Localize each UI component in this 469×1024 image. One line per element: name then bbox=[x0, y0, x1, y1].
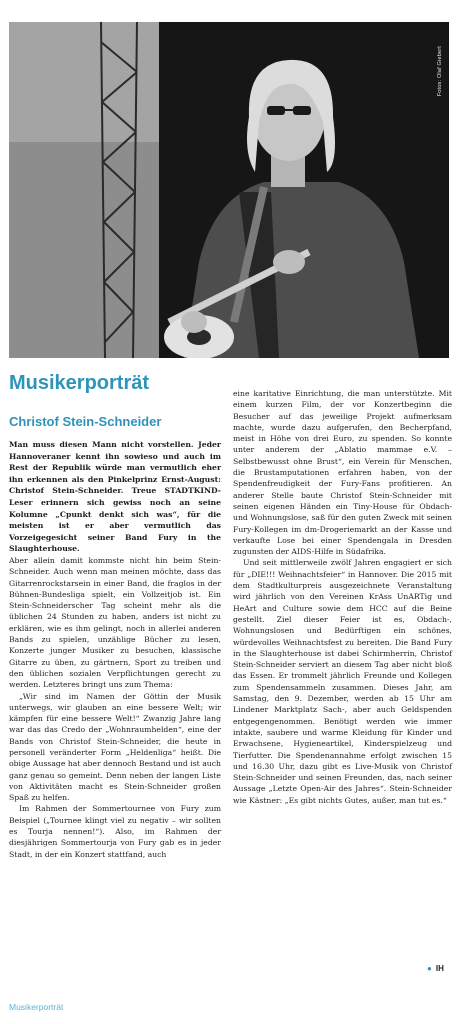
footer-section-label: Musikerporträt bbox=[9, 1002, 64, 1012]
musician-photo bbox=[9, 22, 449, 358]
body-paragraph: „Wir sind im Namen der Göttin der Musik unterwegs, wir glauben an eine bessere Welt; wir kämpfen für eine bessere Welt!“ Zwanzig Jahre lang war das das Credo der „Wohnraumhelden“, eine der Bands von Christof Stein-Schneider, die heute in personell veränderter Form „Heldenliga“ heißt. Die obige Aussage hat aber dennoch Bestand und ist auch ganz genau so gemeint. Denn neben der langen Liste von Aktivitäten macht es Stein-Schneider großen Spaß zu helfen. bbox=[9, 691, 221, 803]
article-end-mark bbox=[427, 964, 444, 973]
section-title: Musikerporträt bbox=[9, 372, 150, 394]
body-paragraph: Im Rahmen der Sommertournee von Fury zum Beispiel („Tournee klingt viel zu negativ – wir sollten es Tourja nennen!“). Also, im Rahmen der diesjährigen Sommertourja von Fury gab es in jeder Stadt, in der ein Konzert stattfand, auch bbox=[9, 804, 221, 859]
author-initials: IH bbox=[435, 964, 444, 973]
body-paragraph: eine karitative Einrichtung, die man unterstützte. Mit einem kurzen Film, der vor Konzertbeginn die Besucher auf das jeweilige Projekt aufmerksam machte, wurde dazu aufgerufen, den Becherpfand, meist in Höhe von drei Euro, zu spenden. So konnte unter anderem der „Ablatio mammae e.V. – Selbstbewusst ohne Brust“, ein Verein für Menschen, die Brustamputationen erfahren haben, von der Spendenfreudigkeit der Fury-Fans profitieren. An anderer Stelle baute Christof Stein-Schneider mit seinen eigenen Händen ein Tiny-House für Obdach- und Wohnungslose, saß für den guten Zweck mit seinen Fury-Kollegen im dm-Drogeriemarkt an der Kasse und verkaufte Lose bei einer Spendengala in Dresden zugunsten der AIDS-Hilfe in Südafrika. bbox=[233, 389, 452, 557]
photo-illustration bbox=[9, 22, 449, 358]
body-paragraph: Aber allein damit kommste nicht hin beim Stein-Schneider. Auch wenn man meinen möchte, dass das Gitarrenrockstarsein in einer Band, die fraglos in der Bühnen-Bundesliga spielt, ein Vollzeitjob ist. Ein Stein-Schneiderscher Tag scheint mehr als die üblichen 24 Stunden zu haben, anders ist nicht zu erklären, wie es ihm gelingt, noch in allerlei anderen Bands zu spielen, unzählige Bücher zu lesen, Konzerte junger Musiker zu besuchen, klassische Gitarre zu üben, zu gärtnern, Sport zu treiben und den üblichen sozialen Verpflichtungen gerecht zu werden. Letzteres bringt uns zum Thema: bbox=[9, 555, 221, 690]
body-paragraph: Und seit mittlerweile zwölf Jahren engagiert er sich für „DIE!!! Weihnachtsfeier“ in Hannover. Die 2015 mit dem Stadtkulturpreis ausgezeichnete Veranstaltung wird jährlich von den Vereinen KrAss UnARTig und HeArt and Culture sowie dem HCC auf die Beine gestellt. Ziel dieser Feier ist es, Obdach-, Wohnungslosen und Bedürftigen ein schönes, würdevolles Weihnachtsfest zu bereiten. Die Band Fury in the Slaughterhouse ist dabei Schirmherrin, Christof Stein-Schneider serviert an diesem Tag aber nicht bloß das Essen. Er trommelt jährlich Freunde und Kollegen zum Spendensammeln zusammen. Dieses Jahr, am Samstag, den 9. Dezember, werden ab 15 Uhr am Lindener Marktplatz Sach-, aber auch Geldspenden entgegengenommen. Benötigt werden wie immer intakte, saubere und warme Kleidung für Kinder und Erwachsene, Hygieneartikel, Kinderspielzeug und Tierfutter. Die Spendenannahme erfolgt zwischen 15 und 16.30 Uhr, dazu gibt es Live-Musik von Christof Stein-Schneider und seinen Freunden, das, nach seiner Aussage „Letzte Open-Air des Jahres“. Stein-Schneider wie Kästner: „Es gibt nichts Gutes, außer, man tut es.“ bbox=[233, 558, 452, 805]
end-dot-icon: ● bbox=[427, 964, 432, 973]
photo-credit: Fotos: Olaf Giebert bbox=[437, 46, 443, 97]
left-column bbox=[9, 436, 221, 860]
right-column bbox=[233, 388, 452, 806]
article-subtitle: Christof Stein-Schneider bbox=[9, 414, 162, 429]
lead-paragraph: Man muss diesen Mann nicht vorstellen. Jeder Hannoveraner kennt ihn sowieso und auch im Rest der Republik würde man vermutlich eher ihn erkennen als den Pinkelprinz Ernst-August: Christof Stein-Schneider. Treue STADTKIND-Leser erinnern sich gewiss noch an seine Kolumne „Cpunkt denkt sich was“, für die meisten ist er aber vermutlich das Vorzeigegesicht seiner Band Fury in the Slaughterhouse. bbox=[9, 440, 221, 554]
